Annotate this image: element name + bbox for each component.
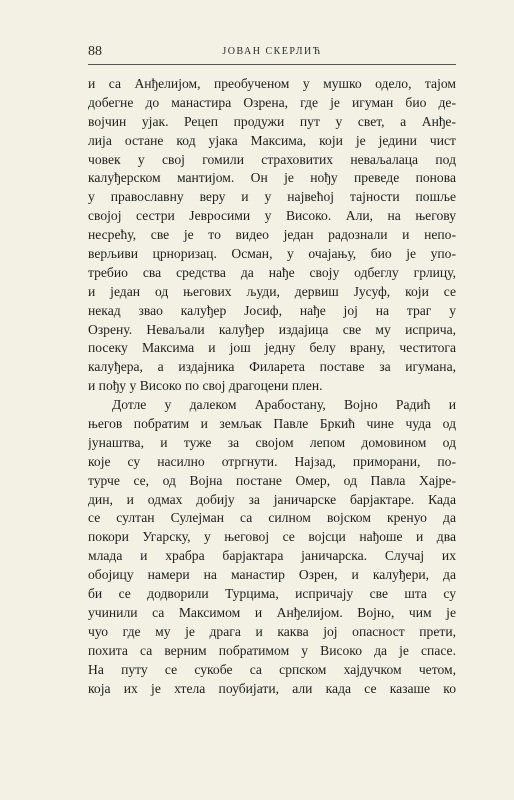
paragraph [88,75,456,396]
header-rule [88,64,456,65]
text-line: дин, и одмах добију за јаничарске барјактаре. Када [88,491,456,507]
text-line: добегне до манастира Озрена, где је игуман био де- [88,94,456,110]
text-line: Дотле у далеком Арабостану, Војно Радић и [112,397,456,413]
running-head: ЈОВАН СКЕРЛИЋ [222,46,322,57]
text-line: јунаштва, и туже за својом лепом домовином од [88,434,456,450]
text-line: посеку Максима и још једну белу врану, честитога [88,340,456,356]
text-line: несрећу, све је то видео један радознали и непо- [88,227,456,243]
text-line: и са Анђелијом, преобученом у мушко одело, тајом [88,76,456,91]
text-line: похита са верним побратимом у Високо да је спасе. [88,642,456,658]
page-number: 88 [88,44,102,59]
text-line: покори Угарску, у његовој се војсци нађоше и два [88,529,456,545]
text-line: калуђера, а издајника Филарета поставе за игумана, [88,359,456,375]
text-line: обојицу намери на манастир Озрен, и калуђери, да [88,567,456,583]
text-line: и један од његових људи, дервиш Јусуф, који се [88,283,456,299]
text-line: која их је хтела поубијати, али када се казаше ко [88,680,456,696]
text-line: у православну веру и у највећој тајности пошље [88,189,456,205]
text-line: некад звао калуђер Јосиф, нађе јој на траг у [88,302,456,318]
text-line: човек у свој гомили страховитих неваљалаца под [88,151,456,167]
body-text [88,75,456,698]
text-line: На путу се сукобе са српском хајдучком четом, [88,661,456,677]
text-line: његов побратим и земљак Павле Бркић чине чуда од [88,416,456,432]
text-line: требио сва средства да нађе своју одбеглу грлицу, [88,264,456,280]
text-line: турче се, од Војна постане Омер, од Павла Хајре- [88,472,456,488]
text-line: и пођу у Високо по свој драгоцени плен. [88,378,323,394]
text-line: калуђерском мантијом. Он је нођу преведе понова [88,170,456,186]
text-line: војчин ујак. Рецеп продужи пут у свет, а Анђе- [88,113,456,129]
text-line: које су насилно отргнути. Најзад, приморани, по- [88,453,456,469]
paragraph [88,396,456,698]
text-line: би се додворили Турцима, испричају све шта су [88,586,456,602]
text-line: лија остане код ујака Максима, који је једини чист [88,132,456,148]
text-line: млада и храбра барјактара јаничарска. Случај их [88,548,456,564]
page-header [88,42,456,62]
text-line: својој сестри Јевросими у Високо. Али, на његову [88,208,456,224]
text-line: се султан Сулејман са силном војском кренуо да [88,510,456,526]
text-line: верљиви црноризац. Осман, у очајању, био је упо- [88,246,456,262]
text-line: Озрену. Неваљали калуђер издајица све му исприча, [88,321,456,337]
text-line: учинили са Максимом и Анђелијом. Војно, чим је [88,604,456,620]
text-line: чуо где му је драга и каква јој опасност прети, [88,623,456,639]
